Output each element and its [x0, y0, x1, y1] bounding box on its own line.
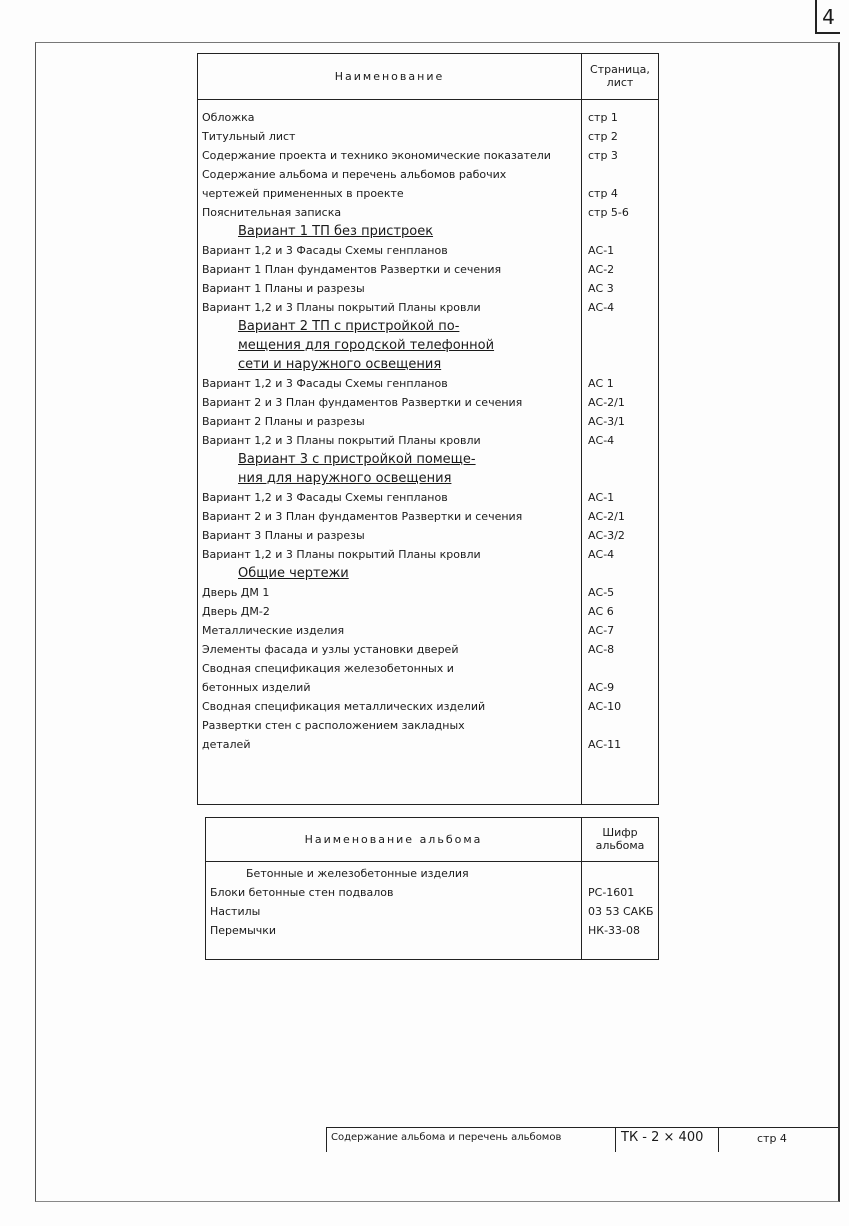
table-row: [206, 902, 658, 921]
section-heading: [198, 355, 658, 374]
row-name: Вариант 3 с пристройкой помеще-: [238, 452, 476, 467]
contents-table: [197, 53, 659, 805]
table-row: [198, 507, 658, 526]
row-name: мещения для городской телефонной: [238, 338, 495, 353]
row-name: Дверь ДМ 1: [202, 586, 270, 599]
row-name: Вариант 1,2 и 3 Планы покрытий Планы кровли: [202, 548, 481, 561]
row-page: АС-3/2: [588, 529, 625, 542]
row-name: Вариант 1,2 и 3 Фасады Схемы генпланов: [202, 244, 448, 257]
albums-table: [205, 817, 659, 960]
table-row: [198, 697, 658, 716]
row-page: АС-2/1: [588, 396, 625, 409]
row-name: бетонных изделий: [202, 681, 311, 694]
table-row: [198, 602, 658, 621]
row-page: АС-8: [588, 643, 615, 656]
table-row: [206, 883, 658, 902]
table-row: [198, 583, 658, 602]
section-heading: [198, 564, 658, 583]
table-row: [198, 184, 658, 203]
table-row: [198, 431, 658, 450]
row-name: деталей: [202, 738, 251, 751]
section-heading: [198, 450, 658, 469]
row-name: Вариант 1,2 и 3 Фасады Схемы генпланов: [202, 491, 448, 504]
sheet-number: 4: [815, 0, 840, 34]
row-name: чертежей примененных в проекте: [202, 187, 404, 200]
table-row: [198, 545, 658, 564]
row-page: НК-33-08: [588, 924, 641, 937]
table-row: [198, 640, 658, 659]
row-page: стр 5-6: [588, 206, 629, 219]
row-name: Перемычки: [210, 924, 277, 937]
row-name: Вариант 2 Планы и разрезы: [202, 415, 365, 428]
row-page: АС-4: [588, 548, 615, 561]
table-row: [198, 393, 658, 412]
row-name: Вариант 2 и 3 План фундаментов Развертки и сечения: [202, 510, 523, 523]
table-row: [198, 374, 658, 393]
title-block-description: Содержание альбома и перечень альбомов: [331, 1132, 562, 1143]
table-row: [198, 298, 658, 317]
header-album-code: Шифр альбома: [595, 826, 645, 852]
row-page: АС-9: [588, 681, 615, 694]
row-name: Дверь ДМ-2: [202, 605, 270, 618]
row-name: Вариант 1 Планы и разрезы: [202, 282, 365, 295]
row-page: АС-7: [588, 624, 615, 637]
table-row: [198, 241, 658, 260]
row-name: Блоки бетонные стен подвалов: [210, 886, 394, 899]
row-name: Обложка: [202, 111, 255, 124]
section-heading: [198, 317, 658, 336]
row-name: Настилы: [210, 905, 261, 918]
title-block-page: стр 4: [757, 1132, 787, 1145]
row-name: Развертки стен с расположением закладных: [202, 719, 465, 732]
row-name: Металлические изделия: [202, 624, 345, 637]
row-page: АС-4: [588, 434, 615, 447]
section-heading: [198, 222, 658, 241]
contents-header: [198, 54, 658, 100]
row-page: АС 3: [588, 282, 614, 295]
albums-header: [206, 818, 658, 862]
row-page: АС 1: [588, 377, 614, 390]
row-name: Вариант 2 и 3 План фундаментов Развертки и сечения: [202, 396, 523, 409]
row-name: Титульный лист: [202, 130, 296, 143]
row-name: Вариант 1 ТП без пристроек: [238, 224, 434, 239]
table-row: [198, 716, 658, 735]
table-row: [198, 526, 658, 545]
table-row: [198, 621, 658, 640]
table-row: [198, 127, 658, 146]
row-name: Бетонные и железобетонные изделия: [246, 867, 469, 880]
row-name: Вариант 3 Планы и разрезы: [202, 529, 365, 542]
title-block-project: ТК - 2 × 400: [621, 1130, 704, 1145]
row-name: Сводная спецификация железобетонных и: [202, 662, 454, 675]
album-rows: [206, 864, 658, 940]
header-name: Наименование: [334, 70, 445, 83]
section-heading: [198, 336, 658, 355]
row-page: АС-2: [588, 263, 615, 276]
row-page: 03 53 САКБ: [588, 905, 654, 918]
table-row: [198, 659, 658, 678]
table-row: [198, 203, 658, 222]
row-name: Вариант 1,2 и 3 Планы покрытий Планы кровли: [202, 301, 481, 314]
row-name: Общие чертежи: [238, 566, 349, 581]
header-page: Страница, лист: [590, 63, 650, 89]
table-row: [198, 678, 658, 697]
row-page: АС-5: [588, 586, 615, 599]
row-page: АС-1: [588, 244, 615, 257]
row-name: Вариант 1,2 и 3 Планы покрытий Планы кровли: [202, 434, 481, 447]
table-row: [206, 921, 658, 940]
row-name: Элементы фасада и узлы установки дверей: [202, 643, 459, 656]
table-row: [198, 146, 658, 165]
row-name: Пояснительная записка: [202, 206, 342, 219]
header-album-name: Наименование альбома: [304, 833, 483, 846]
row-page: АС-2/1: [588, 510, 625, 523]
row-page: стр 3: [588, 149, 618, 162]
row-page: АС-3/1: [588, 415, 625, 428]
row-page: АС 6: [588, 605, 614, 618]
table-row: [198, 279, 658, 298]
row-page: стр 4: [588, 187, 618, 200]
row-name: сети и наружного освещения: [238, 357, 442, 372]
table-row: [198, 735, 658, 754]
row-name: Содержание проекта и технико экономические показатели: [202, 149, 551, 162]
row-page: АС-1: [588, 491, 615, 504]
table-row: [198, 488, 658, 507]
table-row: [198, 165, 658, 184]
table-row: [206, 864, 658, 883]
row-name: Вариант 1 План фундаментов Развертки и сечения: [202, 263, 502, 276]
table-row: [198, 108, 658, 127]
row-page: РС-1601: [588, 886, 635, 899]
row-name: Вариант 1,2 и 3 Фасады Схемы генпланов: [202, 377, 448, 390]
section-heading: [198, 469, 658, 488]
row-name: Сводная спецификация металлических изделий: [202, 700, 486, 713]
row-page: АС-10: [588, 700, 622, 713]
row-page: стр 1: [588, 111, 618, 124]
row-name: Содержание альбома и перечень альбомов рабочих: [202, 168, 507, 181]
contents-rows: [198, 108, 658, 754]
row-name: ния для наружного освещения: [238, 471, 452, 486]
title-block: [326, 1127, 838, 1152]
row-page: АС-11: [588, 738, 622, 751]
row-page: АС-4: [588, 301, 615, 314]
table-row: [198, 260, 658, 279]
row-name: Вариант 2 ТП с пристройкой по-: [238, 319, 460, 334]
row-page: стр 2: [588, 130, 618, 143]
table-row: [198, 412, 658, 431]
